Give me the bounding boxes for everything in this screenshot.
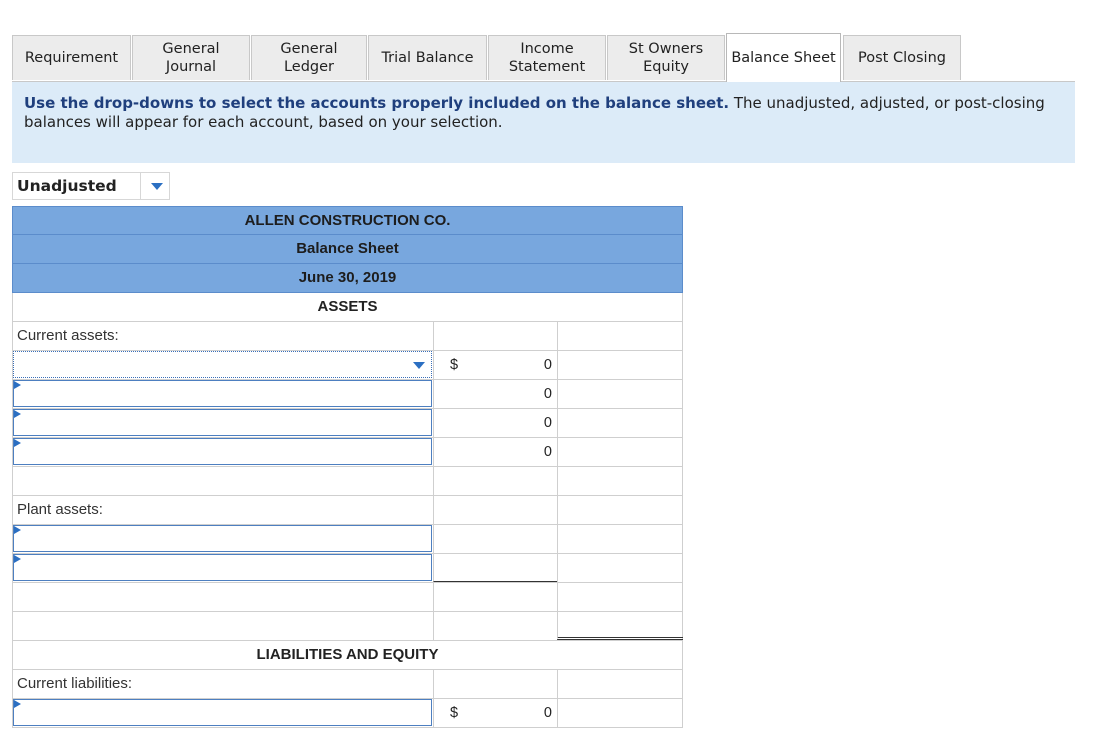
current-asset-row [12,409,683,438]
current-liabilities-label: Current liabilities: [17,675,133,692]
tab-bar [12,31,1075,82]
plant-asset-row [12,525,683,554]
tab-general-ledger[interactable]: General Ledger [251,35,367,80]
statement-date: June 30, 2019 [12,264,683,293]
current-asset-row [12,380,683,409]
current-asset-amount-4: 0 [543,444,552,460]
tab-balance-sheet[interactable]: Balance Sheet [726,33,841,82]
current-liability-amount-1: 0 [543,705,552,721]
liabilities-equity-header-row [12,641,683,670]
tab-st-owners-equity[interactable]: St Owners Equity [607,35,725,80]
row-marker-icon [14,526,21,534]
liabilities-equity-header: LIABILITIES AND EQUITY [256,646,439,663]
current-asset-row [12,351,683,380]
total-current-assets-label-input[interactable] [17,469,421,495]
current-asset-account-select-2[interactable] [13,380,432,407]
assets-header: ASSETS [317,298,378,315]
plant-assets-label: Plant assets: [17,501,103,518]
row-marker-icon [14,381,21,389]
instruction-text: The unadjusted, adjusted, or post-closing balances will appear for each account, based on your selection. [24,94,1045,131]
current-asset-row [12,438,683,467]
row-marker-icon [14,439,21,447]
current-assets-label-row [12,322,683,351]
statement-title: Balance Sheet [12,235,683,264]
current-assets-label: Current assets: [17,327,119,344]
current-liability-row [12,699,683,728]
current-asset-amount-1: 0 [543,357,552,373]
current-asset-account-select-4[interactable] [13,438,432,465]
current-liability-account-select-1[interactable] [13,699,432,726]
plant-asset-account-select-2[interactable] [13,554,432,581]
tab-income-statement[interactable]: Income Statement [488,35,606,80]
row-marker-icon [14,700,21,708]
tab-trial-balance[interactable]: Trial Balance [368,35,487,80]
dropdown-arrow-icon[interactable] [151,183,163,190]
total-assets-row [12,612,683,641]
current-asset-amount-2: 0 [543,386,552,402]
assets-header-row [12,293,683,322]
current-asset-amount-3: 0 [543,415,552,431]
balance-type-select[interactable] [12,172,170,200]
current-asset-account-select-3[interactable] [13,409,432,436]
instruction-bold: Use the drop-downs to select the accounts properly included on the balance sheet. [24,94,730,112]
company-name: ALLEN CONSTRUCTION CO. [12,206,683,235]
total-current-assets-row [12,467,683,496]
currency-symbol: $ [450,357,459,373]
row-marker-icon [14,410,21,418]
balance-type-value: Unadjusted [13,173,141,199]
row-marker-icon [14,555,21,563]
plant-asset-account-select-1[interactable] [13,525,432,552]
tab-post-closing[interactable]: Post Closing [843,35,961,80]
currency-symbol: $ [450,705,459,721]
dropdown-arrow-icon[interactable] [413,362,425,369]
plant-assets-net-row [12,583,683,612]
plant-assets-label-row [12,496,683,525]
plant-asset-row [12,554,683,583]
tab-general-journal[interactable]: General Journal [132,35,250,80]
current-liabilities-label-row [12,670,683,699]
current-asset-account-select-1[interactable] [13,351,432,378]
instruction-box [12,82,1075,163]
tab-requirement[interactable]: Requirement [12,35,131,80]
